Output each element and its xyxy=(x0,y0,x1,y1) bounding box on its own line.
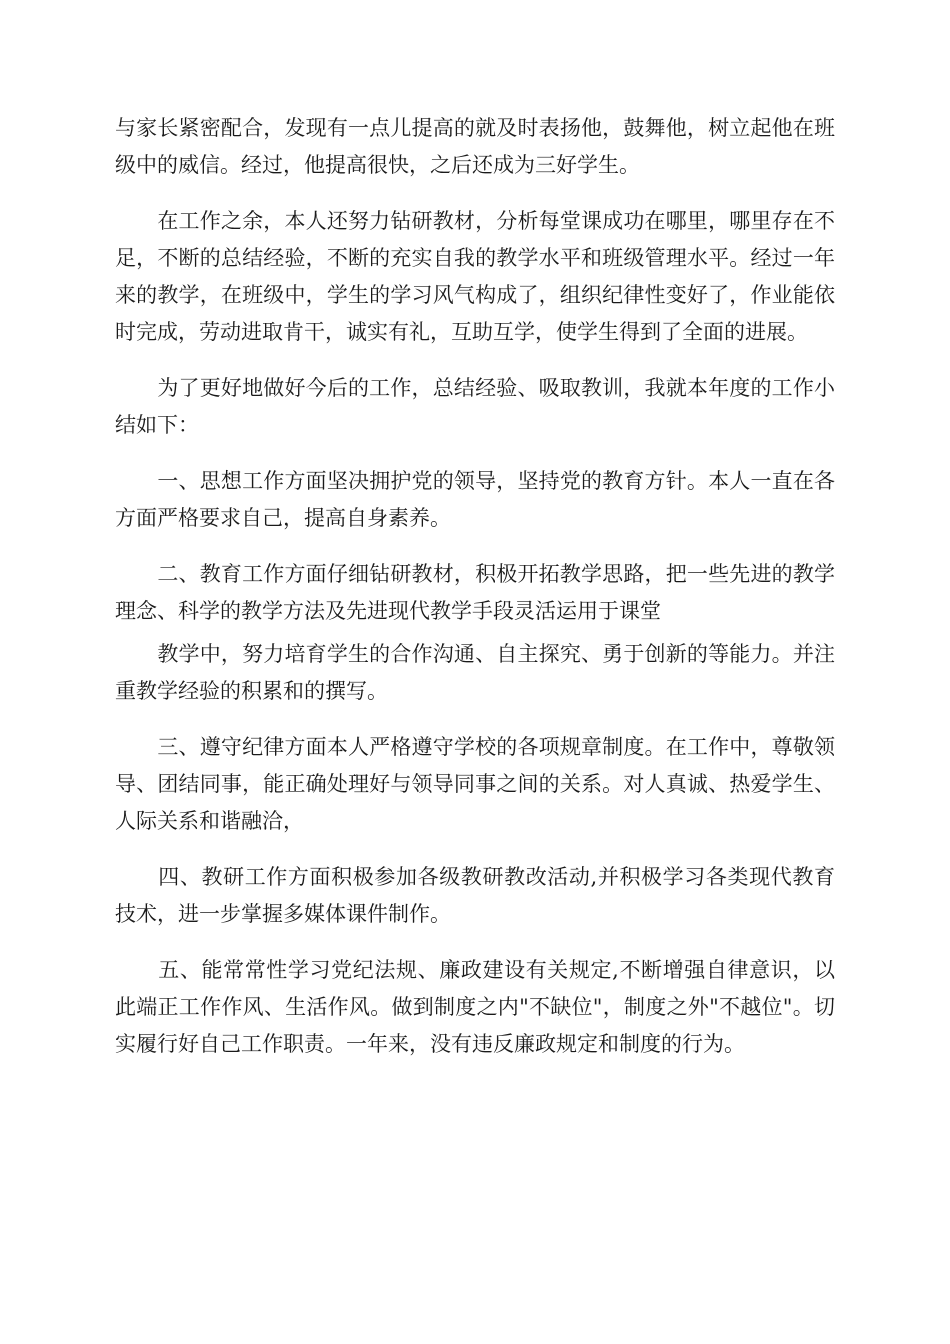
paragraph-4: 一、思想工作方面坚决拥护党的领导，坚持党的教育方针。本人一直在各方面严格要求自己，提高自身素养。 xyxy=(115,469,835,530)
paragraph-9: 五、能常常性学习党纪法规、廉政建设有关规定,不断增强自律意识，以此端正工作作风、生活作风。做到制度之内"不缺位"，制度之外"不越位"。切实履行好自己工作职责。一年来，没有违反廉政规定和制度的行为。 xyxy=(115,958,835,1056)
document-page xyxy=(115,110,835,1082)
paragraph-8: 四、教研工作方面积极参加各级教研教改活动,并积极学习各类现代教育技术，进一步掌握多媒体课件制作。 xyxy=(115,865,835,926)
paragraph-5: 二、教育工作方面仔细钻研教材，积极开拓教学思路，把一些先进的教学理念、科学的教学方法及先进现代教学手段灵活运用于课堂 xyxy=(115,562,835,623)
paragraph-6: 教学中，努力培育学生的合作沟通、自主探究、勇于创新的等能力。并注重教学经验的积累和的撰写。 xyxy=(115,642,835,703)
paragraph-7: 三、遵守纪律方面本人严格遵守学校的各项规章制度。在工作中，尊敬领导、团结同事，能正确处理好与领导同事之间的关系。对人真诚、热爱学生、人际关系和谐融洽， xyxy=(115,735,835,833)
paragraph-2: 在工作之余，本人还努力钻研教材，分析每堂课成功在哪里，哪里存在不足，不断的总结经验，不断的充实自我的教学水平和班级管理水平。经过一年来的教学，在班级中，学生的学习风气构成了，组织纪律性变好了，作业能依时完成，劳动进取肯干，诚实有礼，互助互学，使学生得到了全面的进展。 xyxy=(115,209,835,344)
paragraph-1: 与家长紧密配合，发现有一点儿提高的就及时表扬他，鼓舞他，树立起他在班级中的威信。经过，他提高很快，之后还成为三好学生。 xyxy=(115,116,835,177)
paragraph-3: 为了更好地做好今后的工作，总结经验、吸取教训，我就本年度的工作小结如下： xyxy=(115,376,835,437)
